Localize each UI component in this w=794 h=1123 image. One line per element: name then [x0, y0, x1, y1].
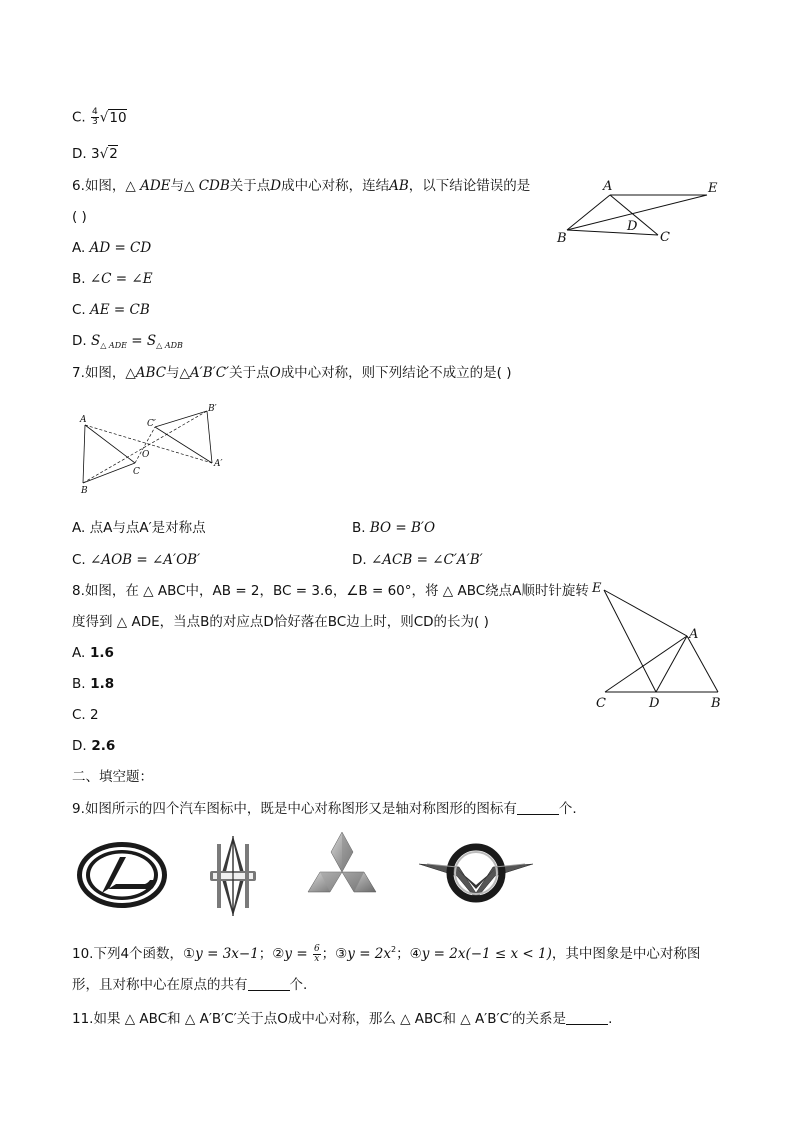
label-c: C	[596, 696, 606, 711]
q11-text: 11.如果 △ ABC和 △ A′B′C′关于点O成中心对称，那么 △ ABC和 △ A′B′C′的关系是	[72, 1011, 567, 1027]
word: 成中心对称，连结	[281, 178, 390, 194]
option-label: C.	[72, 109, 86, 126]
q10-suffix: 个.	[289, 977, 308, 993]
segment-ad	[656, 636, 687, 692]
function-1: y = 3x−1	[195, 946, 259, 962]
label-b: B	[711, 696, 721, 711]
tri-name: ADE	[140, 178, 171, 194]
q7-option-d	[352, 551, 483, 569]
q10-stem-line2	[72, 976, 307, 994]
q10-text: 形，且对称中心在原点的共有	[72, 977, 248, 993]
segment-bc	[83, 463, 135, 483]
option-text: AE = CB	[90, 302, 150, 318]
q8-option-b	[72, 675, 114, 693]
label-a-prime: A′	[214, 459, 223, 469]
option-label: D.	[352, 552, 367, 568]
q10-stem-line1	[72, 941, 700, 964]
q6-answer-paren: ( )	[72, 209, 87, 225]
q7-option-b	[352, 519, 435, 537]
q6-option-d	[72, 332, 183, 355]
q8-option-c	[72, 706, 99, 724]
section-heading: 二、填空题：	[72, 769, 153, 785]
answer-blank[interactable]	[248, 978, 290, 991]
function-2: y =	[284, 946, 312, 962]
option-label: D.	[72, 738, 87, 754]
tri-sym: △	[184, 178, 195, 194]
label-a: A	[80, 415, 87, 425]
tri-name: CDB	[198, 178, 230, 194]
option-label: B.	[352, 520, 366, 536]
subscript: △ ADB	[156, 341, 183, 350]
q6-option-c	[72, 301, 150, 319]
q9-suffix: 个.	[558, 801, 577, 817]
word: ，以下结论错误的是	[408, 178, 531, 194]
option-label: D.	[72, 146, 87, 162]
q6-option-a	[72, 239, 151, 257]
segment-ed	[604, 590, 656, 692]
radicand: 2	[109, 146, 118, 162]
q7-option-c	[72, 551, 200, 569]
label-e: E	[592, 581, 602, 596]
option-text: 1.6	[90, 645, 114, 661]
segment-name: AB	[389, 178, 409, 194]
option-text: 点A与点A′是对称点	[89, 520, 206, 536]
q8-stem-line2: 度得到 △ ADE，当点B的对应点D恰好落在BC边上时，则CD的长为( )	[72, 614, 489, 630]
subscript: △ ADE	[100, 341, 127, 350]
q5-option-d: D. 3√2	[72, 146, 118, 162]
numerator: 4	[92, 107, 98, 117]
numerator: 6	[313, 943, 320, 954]
answer-blank[interactable]	[566, 1012, 608, 1025]
lexus-logo	[72, 835, 172, 915]
q10-text: 10.下列4个函数，①	[72, 946, 196, 962]
q8-option-a	[72, 644, 114, 662]
q9-stem	[72, 800, 577, 818]
fraction	[313, 945, 321, 964]
q5-option-c: C. $\frac{4}{3}$ √10	[72, 107, 127, 127]
q8-figure	[585, 576, 730, 716]
segment-c2a2	[155, 427, 212, 463]
function-4: y = 2x(−1 ≤ x < 1)	[421, 946, 552, 962]
option-label: A.	[72, 645, 86, 661]
lincoln-logo	[203, 833, 263, 919]
option-label: C.	[72, 302, 86, 318]
answer-blank[interactable]	[517, 802, 559, 815]
mitsubishi-logo	[296, 830, 388, 910]
word: 关于点	[229, 178, 271, 194]
q6-prefix: 6.如图，	[72, 178, 126, 194]
q6-stem	[72, 177, 530, 195]
option-text: = S	[126, 333, 157, 349]
label-d: D	[649, 696, 660, 711]
separator: ；③	[321, 946, 348, 962]
label-a: A	[689, 627, 699, 642]
word: 成中心对称，则下列结论不成立的是( )	[280, 365, 512, 381]
radicand: 10	[109, 109, 127, 126]
point-name: D	[270, 178, 282, 194]
exponent: 2	[391, 945, 397, 954]
label-a: A	[603, 179, 613, 194]
q6-option-b	[72, 270, 153, 288]
haima-logo	[417, 833, 535, 911]
q8-option-d	[72, 737, 115, 755]
q9-text: 9.如图所示的四个汽车图标中，既是中心对称图形又是轴对称图形的图标有	[72, 801, 517, 817]
label-b: B	[81, 486, 88, 496]
segment-b2a2	[207, 411, 212, 463]
label-c-prime: C′	[147, 419, 156, 429]
function-3: y = 2x	[347, 946, 392, 962]
q7-figure	[75, 400, 235, 500]
word: 与	[170, 178, 185, 194]
dashed-bb2	[83, 411, 207, 483]
q7-option-a	[72, 519, 206, 537]
label-o: O	[142, 450, 150, 460]
word: 与	[166, 365, 180, 381]
option-label: C.	[72, 552, 86, 568]
option-label: A.	[72, 520, 86, 536]
label-e: E	[708, 181, 718, 196]
q7-prefix: 7.如图，	[72, 365, 126, 381]
option-text: AD = CD	[89, 240, 152, 256]
option-label: B.	[72, 676, 86, 692]
segment-c2b2	[155, 411, 207, 427]
label-c: C	[660, 230, 670, 245]
segment-ab	[83, 425, 85, 483]
point-name: O	[269, 365, 281, 381]
option-text: ∠AOB = ∠A′OB′	[90, 552, 201, 568]
option-text: 2	[90, 707, 99, 723]
q8-stem-line1: 8.如图，在 △ ABC中，AB = 2，BC = 3.6，∠B = 60°，将 △ ABC绕点A顺时针旋转	[72, 583, 589, 599]
word: 关于点	[229, 365, 270, 381]
option-label: D.	[72, 333, 87, 349]
label-b-prime: B′	[208, 404, 217, 414]
label-d: D	[627, 219, 638, 234]
option-text: ∠C = ∠E	[89, 271, 153, 287]
segment-bc	[567, 230, 658, 235]
option-text: 1.8	[90, 676, 115, 692]
option-label: B.	[72, 271, 86, 287]
denominator: x	[314, 953, 320, 964]
option-text: BO = B′O	[369, 520, 436, 536]
label-b: B	[557, 231, 567, 246]
option-text: S	[90, 333, 101, 349]
q7-stem	[72, 364, 512, 382]
denominator: 3	[92, 117, 98, 127]
option-label: C.	[72, 707, 86, 723]
q10-text: ，其中图象是中心对称图	[551, 946, 701, 962]
q6-figure	[550, 175, 730, 250]
segment-ea	[604, 590, 687, 636]
q11-suffix: .	[608, 1011, 613, 1027]
tri-name: △ABC	[125, 365, 167, 381]
separator: ；④	[396, 946, 422, 962]
q11-stem	[72, 1010, 612, 1028]
separator: ；②	[258, 946, 285, 962]
option-text: ∠ACB = ∠C′A′B′	[370, 552, 483, 568]
tri-name: △A′B′C′	[179, 365, 230, 381]
option-label: A.	[72, 240, 86, 256]
tri-sym: △	[125, 178, 136, 194]
label-c: C	[133, 467, 140, 477]
segment-ab	[687, 636, 718, 692]
coefficient: 3	[90, 146, 100, 162]
fraction	[91, 108, 99, 127]
option-text: 2.6	[91, 738, 116, 754]
segment-ac	[605, 636, 687, 692]
